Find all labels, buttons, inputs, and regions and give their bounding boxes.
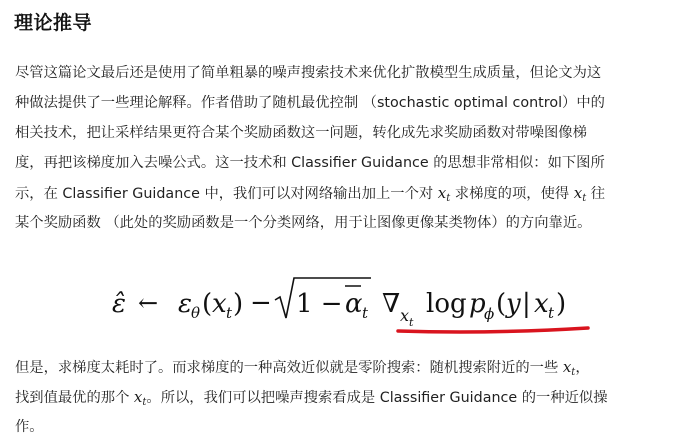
paragraph-intro [15, 58, 691, 238]
x-sub: x [400, 306, 410, 325]
theta-sub: θ [191, 304, 201, 322]
text-run: ， [575, 360, 590, 376]
text-run: 示，在 Classifier Guidance 中，我们可以对网络输出加上一个对 [15, 186, 434, 202]
t-sub: t [548, 304, 555, 322]
paren-close: ) [556, 289, 567, 319]
formula-block [0, 270, 699, 340]
section-heading: 理论推导 [14, 12, 93, 34]
given-bar: | [522, 289, 531, 319]
math-var-xt: $x_t$ [573, 184, 587, 204]
paragraph-line [15, 178, 691, 208]
text-run: 求梯度的项，使得 [454, 186, 570, 202]
paragraph-line: 度，再把该梯度加入去噪公式。这一技术和 Classifier Guidance 的思想非常相似：如下图所 [15, 155, 605, 171]
paragraph-line: 相关技术，把让采样结果更符合某个奖励函数这一问题，转化成先求奖励函数对带噪图像梯 [15, 125, 587, 141]
paragraph-line: 尽管这篇论文最后还是使用了简单粗暴的噪声搜索技术来优化扩散模型生成质量，但论文为这 [15, 65, 602, 81]
paragraph-line: 作。 [15, 419, 44, 435]
paragraph-line: 种做法提供了一些理论解释。作者借助了随机最优控制 （stochastic optimal control）中的 [15, 95, 605, 111]
paragraph-line [15, 352, 691, 382]
arrow-symbol: ← [138, 289, 159, 317]
one-minus: 1 − [296, 289, 343, 319]
text-run: 找到值最优的那个 [15, 390, 130, 406]
p-var: p [469, 289, 486, 319]
phi-sub: ϕ [484, 305, 495, 323]
epsilon: ε [178, 289, 192, 319]
paragraph-conclusion [15, 352, 691, 442]
paren-close: ) [233, 289, 244, 319]
y-var: y [506, 289, 521, 319]
paren-open: ( [496, 289, 507, 319]
text-run: 但是，求梯度太耗时了。而求梯度的一种高效近似就是零阶搜索：随机搜索附近的一些 [15, 360, 559, 376]
minus-sign: − [250, 288, 272, 318]
t-sub: t [226, 304, 233, 322]
paren-open: ( [202, 289, 213, 319]
alpha: α [345, 289, 363, 319]
log-fn: log [426, 289, 467, 319]
formula-svg [0, 270, 699, 340]
paragraph-line [15, 382, 691, 412]
paragraph-line: 某个奖励函数 （此处的奖励函数是一个分类网络，用于让图像更像某类物体）的方向靠近。 [15, 215, 592, 231]
t-subsub: t [409, 316, 414, 329]
math-var-xt: $x_t$ [437, 184, 451, 204]
x-var: x [212, 289, 227, 319]
t-sub: t [362, 304, 369, 322]
math-var-xt: $x_t$ [133, 388, 147, 408]
text-run: 往 [590, 186, 606, 202]
x-var: x [534, 289, 549, 319]
nabla-icon: ∇ [382, 289, 401, 319]
red-underline [398, 328, 588, 332]
text-run: 。所以，我们可以把噪声搜索看成是 Classifier Guidance 的一种近似操 [146, 390, 608, 406]
eps-hat: ε̂ [112, 289, 126, 319]
math-var-xt: $x_t$ [562, 358, 576, 378]
